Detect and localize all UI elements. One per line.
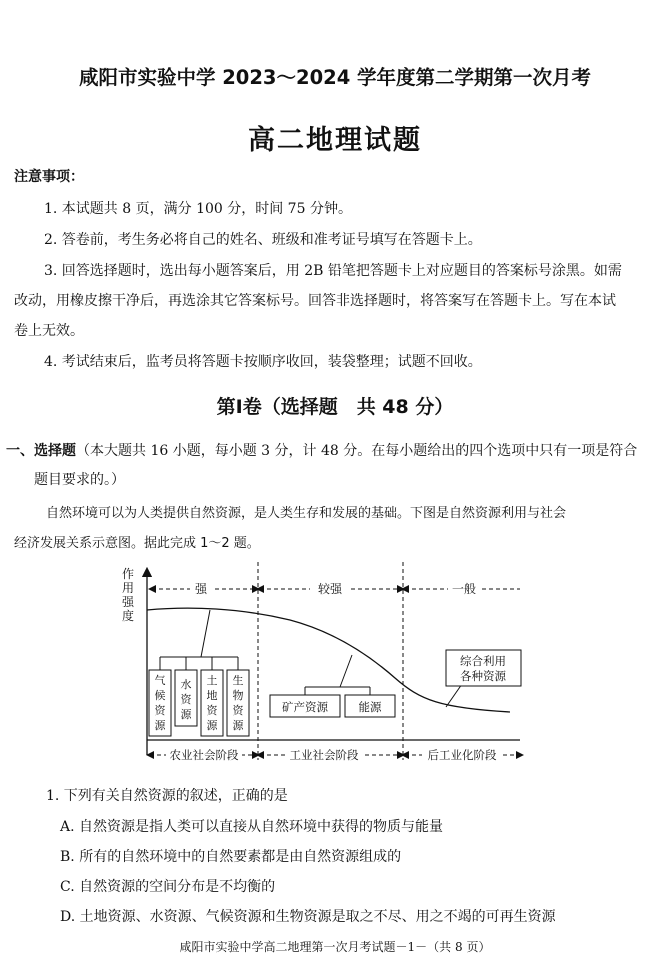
option-c: C. 自然资源的空间分布是不均衡的 (60, 879, 276, 895)
svg-text:生: 生 (232, 674, 244, 687)
svg-text:资: 资 (180, 693, 192, 706)
option-a: A. 自然资源是指人类可以直接从自然环境中获得的物质与能量 (60, 819, 444, 835)
question-stem: 1. 下列有关自然资源的叙述，正确的是 (46, 788, 288, 804)
connector (201, 610, 210, 657)
svg-text:气: 气 (154, 674, 166, 687)
svg-text:源: 源 (232, 719, 244, 732)
note-item: 卷上无效。 (14, 323, 84, 339)
svg-text:能源: 能源 (358, 700, 382, 714)
option-b: B. 所有的自然环境中的自然要素都是由自然资源组成的 (60, 849, 402, 865)
svg-text:综合利用: 综合利用 (460, 654, 506, 668)
climate-resource-box (149, 670, 171, 736)
land-resource-box (201, 670, 223, 736)
svg-text:地: 地 (206, 689, 218, 702)
biological-resource-box (227, 670, 249, 736)
note-item: 2. 答卷前，考生务必将自己的姓名、班级和准考证号填写在答题卡上。 (44, 232, 482, 248)
notes-heading: 注意事项： (14, 169, 84, 185)
svg-text:源: 源 (154, 719, 166, 732)
svg-text:源: 源 (206, 719, 218, 732)
exam-title: 咸阳市实验中学 2023～2024 学年度第二学期第一次月考 (78, 66, 592, 89)
passage-line: 自然环境可以为人类提供自然资源，是人类生存和发展的基础。下图是自然资源利用与社会 (46, 506, 567, 521)
svg-text:水: 水 (180, 678, 192, 691)
part-desc: （本大题共 16 小题，每小题 3 分，计 48 分。在每小题给出的四个选项中只有一项是符合 (76, 443, 638, 459)
y-axis-label-char: 度 (121, 609, 135, 623)
connector (446, 684, 462, 707)
mineral-resource-box (270, 695, 340, 717)
stage-label-postindustrial: 后工业化阶段 (427, 748, 497, 762)
svg-text:源: 源 (180, 708, 192, 721)
svg-text:物: 物 (232, 689, 244, 702)
svg-text:资: 资 (232, 704, 244, 717)
option-d: D. 土地资源、水资源、气候资源和生物资源是取之不尽、用之不竭的可再生资源 (60, 909, 556, 925)
note-item: 改动，用橡皮擦干净后，再选涂其它答案标号。回答非选择题时，将答案写在答题卡上。写在本试 (14, 293, 616, 309)
stage-label-agriculture: 农业社会阶段 (169, 748, 239, 762)
stage-strength-label: 强 (194, 582, 208, 596)
part-instructions (6, 440, 637, 460)
y-axis-label-char: 作 (121, 567, 135, 581)
note-item: 4. 考试结束后，监考员将答题卡按顺序收回，装袋整理；试题不回收。 (44, 354, 482, 370)
resource-development-diagram (0, 560, 670, 775)
passage-line: 经济发展关系示意图。据此完成 1～2 题。 (14, 536, 260, 551)
stage-strength-label: 一般 (451, 582, 477, 596)
energy-box (345, 695, 395, 717)
svg-text:候: 候 (154, 689, 166, 702)
subject-title: 高二地理试题 (248, 125, 422, 156)
svg-text:资: 资 (154, 704, 166, 717)
connector (340, 655, 352, 687)
y-axis-label-char: 强 (121, 595, 135, 609)
svg-text:矿产资源: 矿产资源 (282, 700, 328, 714)
stage-label-industrial: 工业社会阶段 (289, 748, 359, 762)
svg-text:土: 土 (206, 674, 218, 687)
integrated-resource-box (446, 650, 521, 686)
note-item: 1. 本试题共 8 页，满分 100 分，时间 75 分钟。 (44, 201, 352, 217)
svg-text:各种资源: 各种资源 (460, 669, 506, 683)
stage-strength-label: 较强 (317, 582, 343, 596)
page-footer: 咸阳市实验中学高二地理第一次月考试题－1－（共 8 页） (179, 940, 491, 954)
y-axis-label-char: 用 (121, 581, 135, 595)
section-title: 第Ⅰ卷（选择题 共 48 分） (216, 396, 454, 418)
note-item: 3. 回答选择题时，选出每小题答案后，用 2B 铅笔把答题卡上对应题目的答案标号涂黑。如需 (44, 263, 622, 279)
svg-text:资: 资 (206, 704, 218, 717)
part-desc-cont: 题目要求的。） (34, 472, 125, 488)
part-label: 一、选择题 (6, 443, 76, 459)
water-resource-box (175, 670, 197, 726)
